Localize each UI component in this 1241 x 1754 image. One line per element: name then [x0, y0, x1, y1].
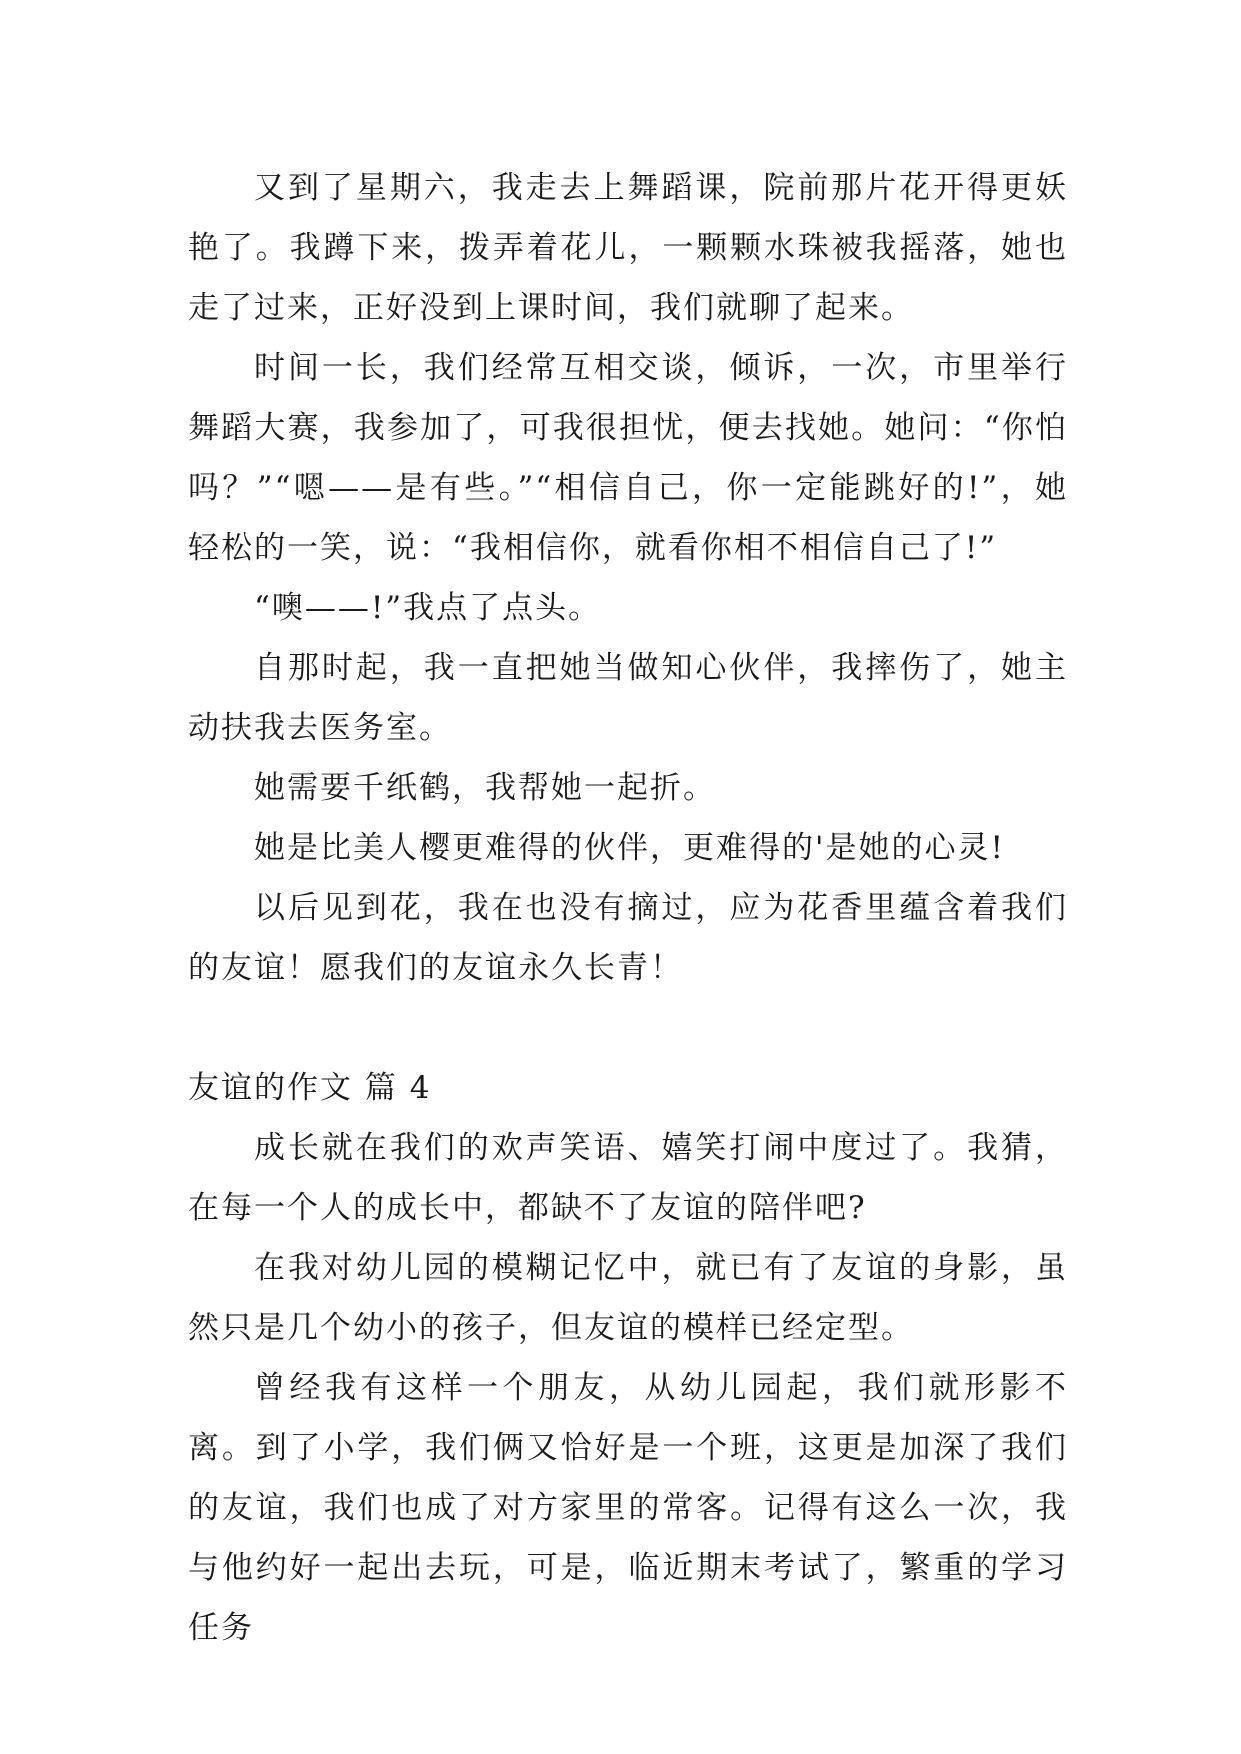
- paragraph: 成长就在我们的欢声笑语、嬉笑打闹中度过了。我猜，在每一个人的成长中，都缺不了友谊的陪伴吧?: [188, 1130, 1068, 1226]
- paragraph: “噢——!”我点了点头。: [254, 590, 602, 626]
- paragraph: 曾经我有这样一个朋友，从幼儿园起，我们就形影不离。到了小学，我们俩又恰好是一个班，这更是加深了我们的友谊，我们也成了对方家里的常客。记得有这么一次，我与他约好一起出去玩，可是，临近期末考试了，繁重的学习任务: [188, 1370, 1068, 1646]
- paragraph: 在我对幼儿园的模糊记忆中，就已有了友谊的身影，虽然只是几个幼小的孩子，但友谊的模样已经定型。: [188, 1250, 1068, 1346]
- paragraph: 她是比美人樱更难得的伙伴，更难得的'是她的心灵!: [254, 830, 1005, 866]
- paragraph: 又到了星期六，我走去上舞蹈课，院前那片花开得更妖艳了。我蹲下来，拨弄着花儿，一颗颗水珠被我摇落，她也走了过来，正好没到上课时间，我们就聊了起来。: [188, 170, 1068, 326]
- section-title: 友谊的作文 篇 4: [188, 1070, 432, 1106]
- paragraph: 自那时起，我一直把她当做知心伙伴，我摔伤了，她主动扶我去医务室。: [188, 650, 1068, 746]
- paragraph: 时间一长，我们经常互相交谈，倾诉，一次，市里举行舞蹈大赛，我参加了，可我很担忧，便去找她。她问：“你怕吗？”“嗯——是有些。”“相信自己，你一定能跳好的!”，她轻松的一笑，说：“我相信你，就看你相不相信自己了!”: [188, 350, 1068, 566]
- document-body: [188, 158, 1068, 1658]
- paragraph: 她需要千纸鹤，我帮她一起折。: [254, 770, 716, 806]
- paragraph: 以后见到花，我在也没有摘过，应为花香里蕴含着我们的友谊！愿我们的友谊永久长青！: [188, 890, 1068, 986]
